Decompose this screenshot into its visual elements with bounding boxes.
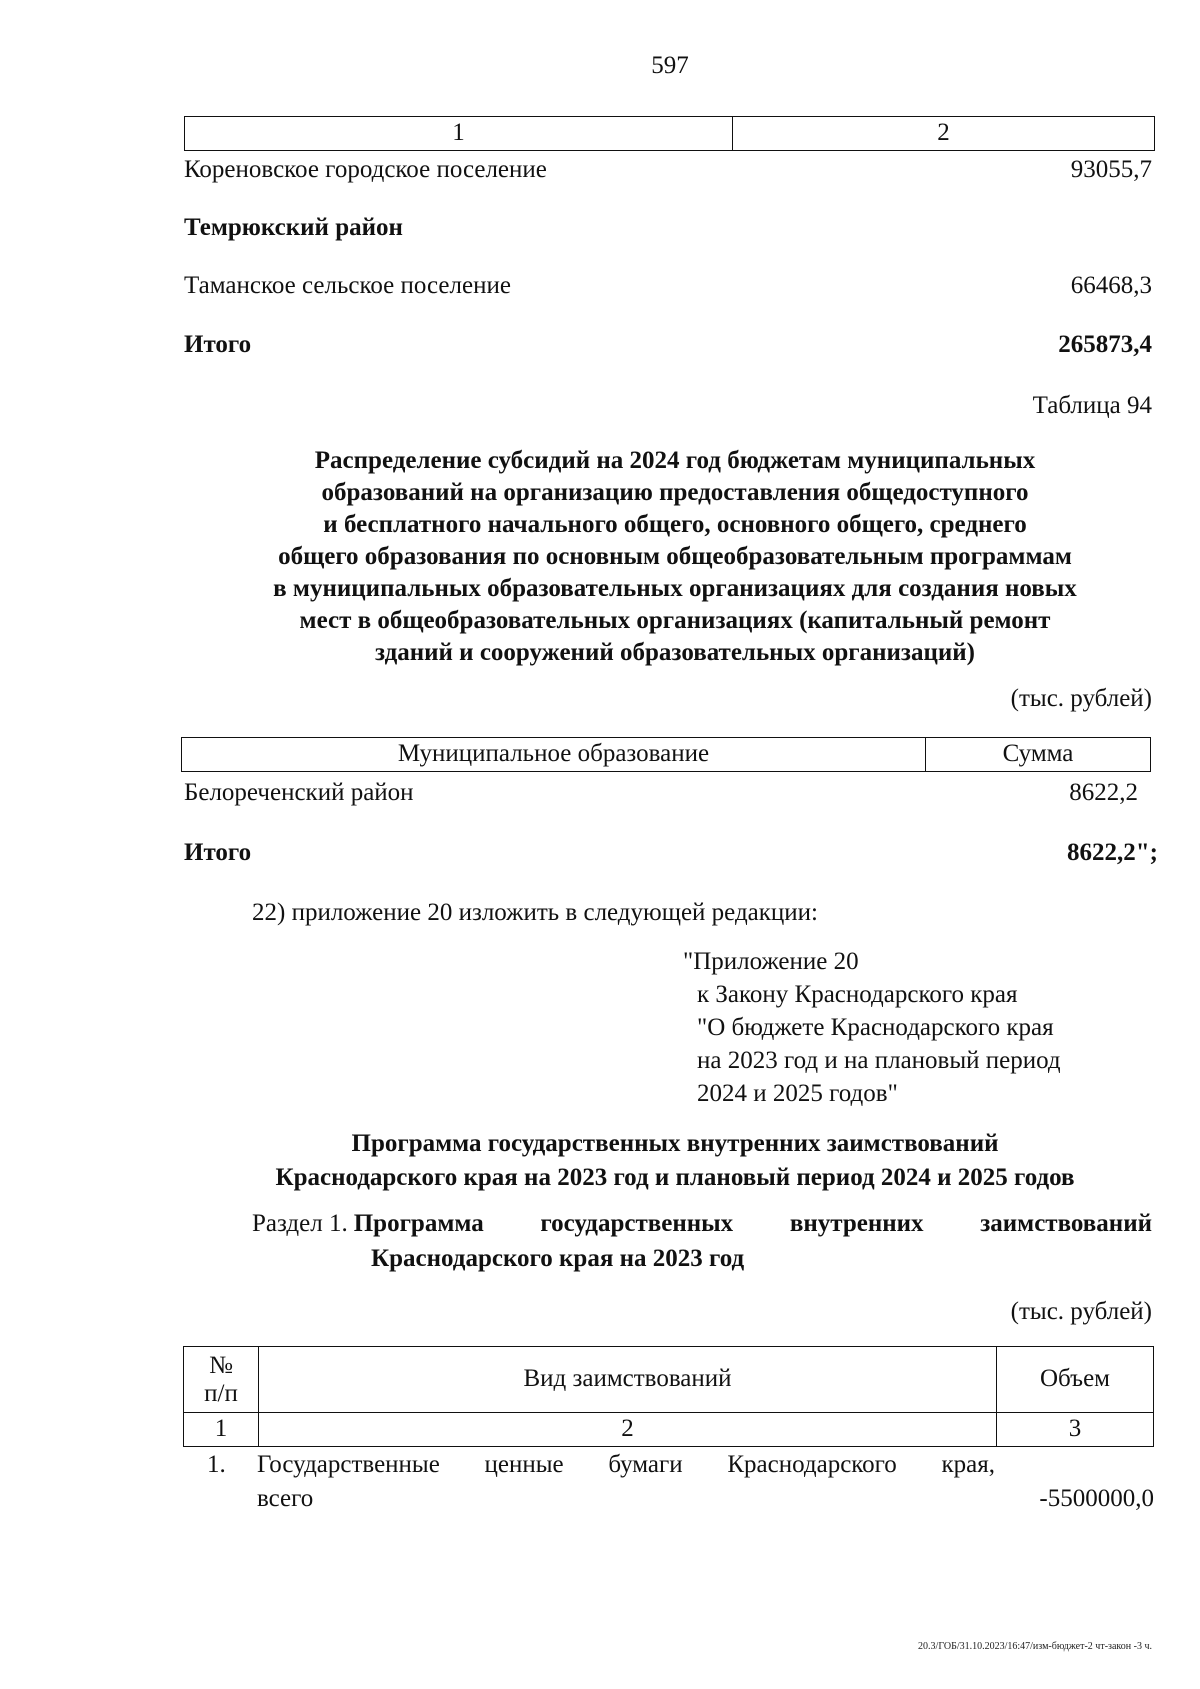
top-header-col-1: 1 bbox=[185, 117, 733, 151]
appendix-line: "Приложение 20 bbox=[683, 948, 859, 975]
top-table-header bbox=[184, 116, 1155, 151]
table94-total bbox=[184, 837, 1158, 870]
appendix-block bbox=[683, 945, 1123, 1110]
total-label: Итого bbox=[184, 331, 252, 358]
header-borrow-type: Вид заимствований bbox=[259, 1347, 997, 1413]
header-index-2: 2 bbox=[259, 1413, 997, 1447]
top-row bbox=[184, 154, 1152, 187]
total-value: 265873,4 bbox=[1058, 331, 1152, 358]
row-value: 8622,2 bbox=[1069, 779, 1138, 806]
title-line: Распределение субсидий на 2024 год бюджетам муниципальных bbox=[314, 447, 1036, 474]
borrow-row-value: -5500000,0 bbox=[1039, 1485, 1154, 1512]
section-prefix: Раздел 1. bbox=[252, 1210, 348, 1237]
borrow-row-number: 1. bbox=[207, 1451, 226, 1478]
table94-row bbox=[184, 777, 1138, 810]
instruction-text: 22) приложение 20 изложить в следующей редакции: bbox=[252, 899, 818, 926]
row-value: 93055,7 bbox=[1070, 156, 1152, 183]
header-index-1: 1 bbox=[184, 1413, 259, 1447]
table94-title bbox=[150, 445, 1200, 669]
title-line: общего образования по основным общеобразовательным программам bbox=[278, 543, 1072, 570]
footer-code: 20.3/ГОБ/31.10.2023/16:47/изм-бюджет-2 чт-закон -3 ч. bbox=[918, 1641, 1152, 1652]
total-label: Итого bbox=[184, 839, 252, 866]
title-line: Программа государственных внутренних заимствований bbox=[351, 1130, 999, 1157]
row-label: Кореновское городское поселение bbox=[184, 156, 547, 183]
district-row bbox=[184, 270, 1152, 303]
appendix-line: "О бюджете Краснодарского края bbox=[697, 1014, 1054, 1041]
units-label-2: (тыс. рублей) bbox=[1010, 1298, 1152, 1325]
top-header-col-2: 2 bbox=[733, 117, 1155, 151]
title-line: и бесплатного начального общего, основного общего, среднего bbox=[323, 511, 1027, 538]
header-index-3: 3 bbox=[997, 1413, 1154, 1447]
header-number-line: № bbox=[209, 1351, 233, 1379]
title-line: Краснодарского края на 2023 год и плановый период 2024 и 2025 годов bbox=[275, 1164, 1075, 1191]
borrow-row-text-line2: всего bbox=[257, 1485, 314, 1512]
section-title-line2: Краснодарского края на 2023 год bbox=[371, 1245, 745, 1272]
appendix-line: 2024 и 2025 годов" bbox=[697, 1080, 898, 1107]
header-number bbox=[184, 1347, 259, 1413]
title-line: мест в общеобразовательных организациях (капитальный ремонт bbox=[299, 607, 1051, 634]
row-label: Таманское сельское поселение bbox=[184, 272, 511, 299]
appendix-line: на 2023 год и на плановый период bbox=[697, 1047, 1061, 1074]
header-sum: Сумма bbox=[926, 738, 1151, 772]
section-title: Программа государственных внутренних заимствований bbox=[353, 1210, 1152, 1237]
appendix-line: к Закону Краснодарского края bbox=[697, 981, 1018, 1008]
units-label: (тыс. рублей) bbox=[1010, 685, 1152, 712]
page-number: 597 bbox=[651, 52, 689, 79]
table-label: Таблица 94 bbox=[1032, 392, 1152, 419]
table94-header bbox=[181, 737, 1151, 772]
row-label: Белореченский район bbox=[184, 779, 414, 806]
title-line: зданий и сооружений образовательных организаций) bbox=[374, 639, 976, 666]
total-row bbox=[184, 329, 1152, 362]
header-volume: Объем bbox=[997, 1347, 1154, 1413]
header-number-line: п/п bbox=[204, 1379, 238, 1407]
borrow-table-header bbox=[183, 1346, 1154, 1447]
district-heading: Темрюкский район bbox=[184, 214, 403, 241]
program-title bbox=[150, 1127, 1200, 1195]
title-line: в муниципальных образовательных организациях для создания новых bbox=[273, 575, 1077, 602]
total-value: 8622,2"; bbox=[1067, 839, 1158, 866]
section-heading bbox=[252, 1208, 1152, 1241]
borrow-row-text: Государственные ценные бумаги Краснодарского края, bbox=[257, 1451, 995, 1478]
header-municipality: Муниципальное образование bbox=[182, 738, 926, 772]
row-value: 66468,3 bbox=[1070, 272, 1152, 299]
title-line: образований на организацию предоставления общедоступного bbox=[321, 479, 1029, 506]
